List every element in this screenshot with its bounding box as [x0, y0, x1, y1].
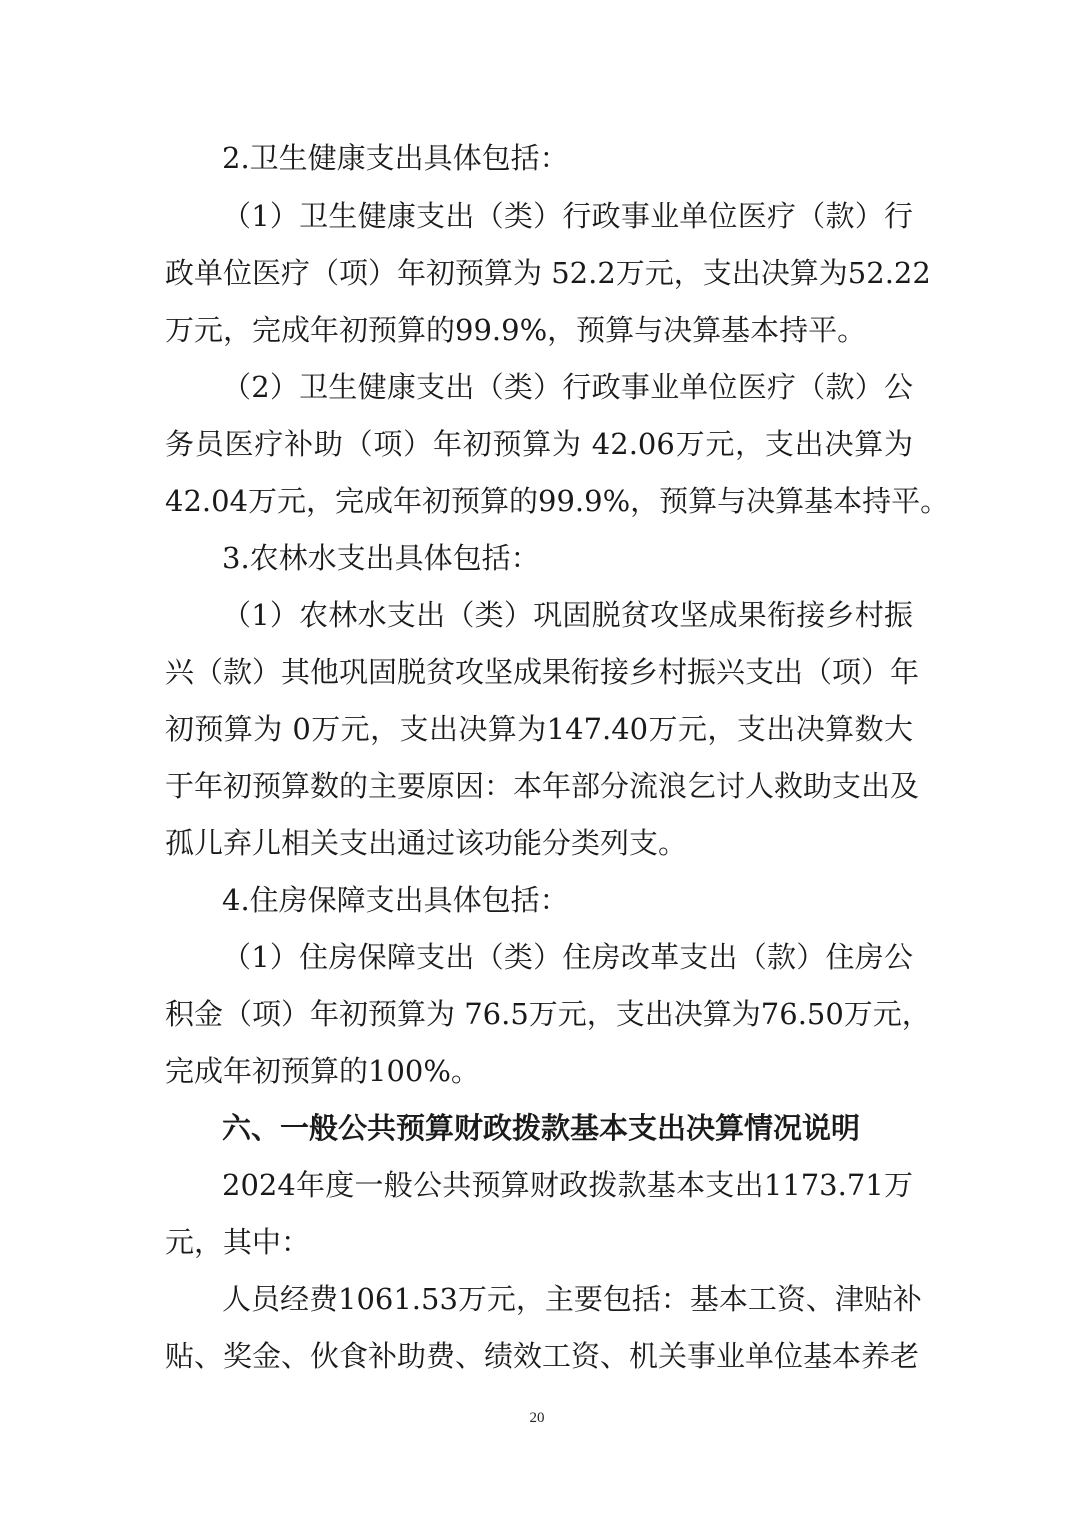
section-subheading-housing: 4.住房保障支出具体包括： [222, 883, 569, 917]
paragraph-line: （1）农林水支出（类）巩固脱贫攻坚成果衔接乡村振 [222, 598, 913, 632]
paragraph-line: 完成年初预算的100%。 [165, 1054, 480, 1088]
paragraph-line: 万元，完成年初预算的99.9%，预算与决算基本持平。 [165, 313, 867, 347]
paragraph-line: 政单位医疗（项）年初预算为 52.2万元，支出决算为52.22 [165, 256, 931, 290]
paragraph-line: 积金（项）年初预算为 76.5万元，支出决算为76.50万元， [165, 997, 931, 1031]
section-subheading-health: 2.卫生健康支出具体包括： [222, 141, 569, 175]
paragraph-line: 42.04万元，完成年初预算的99.9%，预算与决算基本持平。 [165, 484, 950, 518]
paragraph-line: 人员经费1061.53万元，主要包括：基本工资、津贴补 [222, 1282, 922, 1316]
paragraph-line: 兴（款）其他巩固脱贫攻坚成果衔接乡村振兴支出（项）年 [165, 655, 920, 689]
paragraph-line: （1）卫生健康支出（类）行政事业单位医疗（款）行 [222, 199, 913, 233]
section-subheading-agriculture: 3.农林水支出具体包括： [222, 541, 540, 575]
paragraph-line: （2）卫生健康支出（类）行政事业单位医疗（款）公 [222, 370, 913, 404]
paragraph-line: 元，其中： [165, 1225, 311, 1259]
paragraph-line: 务员医疗补助（项）年初预算为 42.06万元，支出决算为 [165, 427, 913, 461]
section-heading: 六、一般公共预算财政拨款基本支出决算情况说明 [222, 1111, 861, 1145]
paragraph-line: 2024年度一般公共预算财政拨款基本支出1173.71万 [222, 1168, 913, 1202]
paragraph-line: 初预算为 0万元，支出决算为147.40万元，支出决算数大 [165, 712, 913, 746]
paragraph-line: 贴、奖金、伙食补助费、绩效工资、机关事业单位基本养老 [165, 1339, 920, 1373]
paragraph-line: 孤儿弃儿相关支出通过该功能分类列支。 [165, 826, 688, 860]
paragraph-line: （1）住房保障支出（类）住房改革支出（款）住房公 [222, 940, 913, 974]
page-number: 20 [529, 1410, 545, 1426]
paragraph-line: 于年初预算数的主要原因：本年部分流浪乞讨人救助支出及 [165, 769, 920, 803]
